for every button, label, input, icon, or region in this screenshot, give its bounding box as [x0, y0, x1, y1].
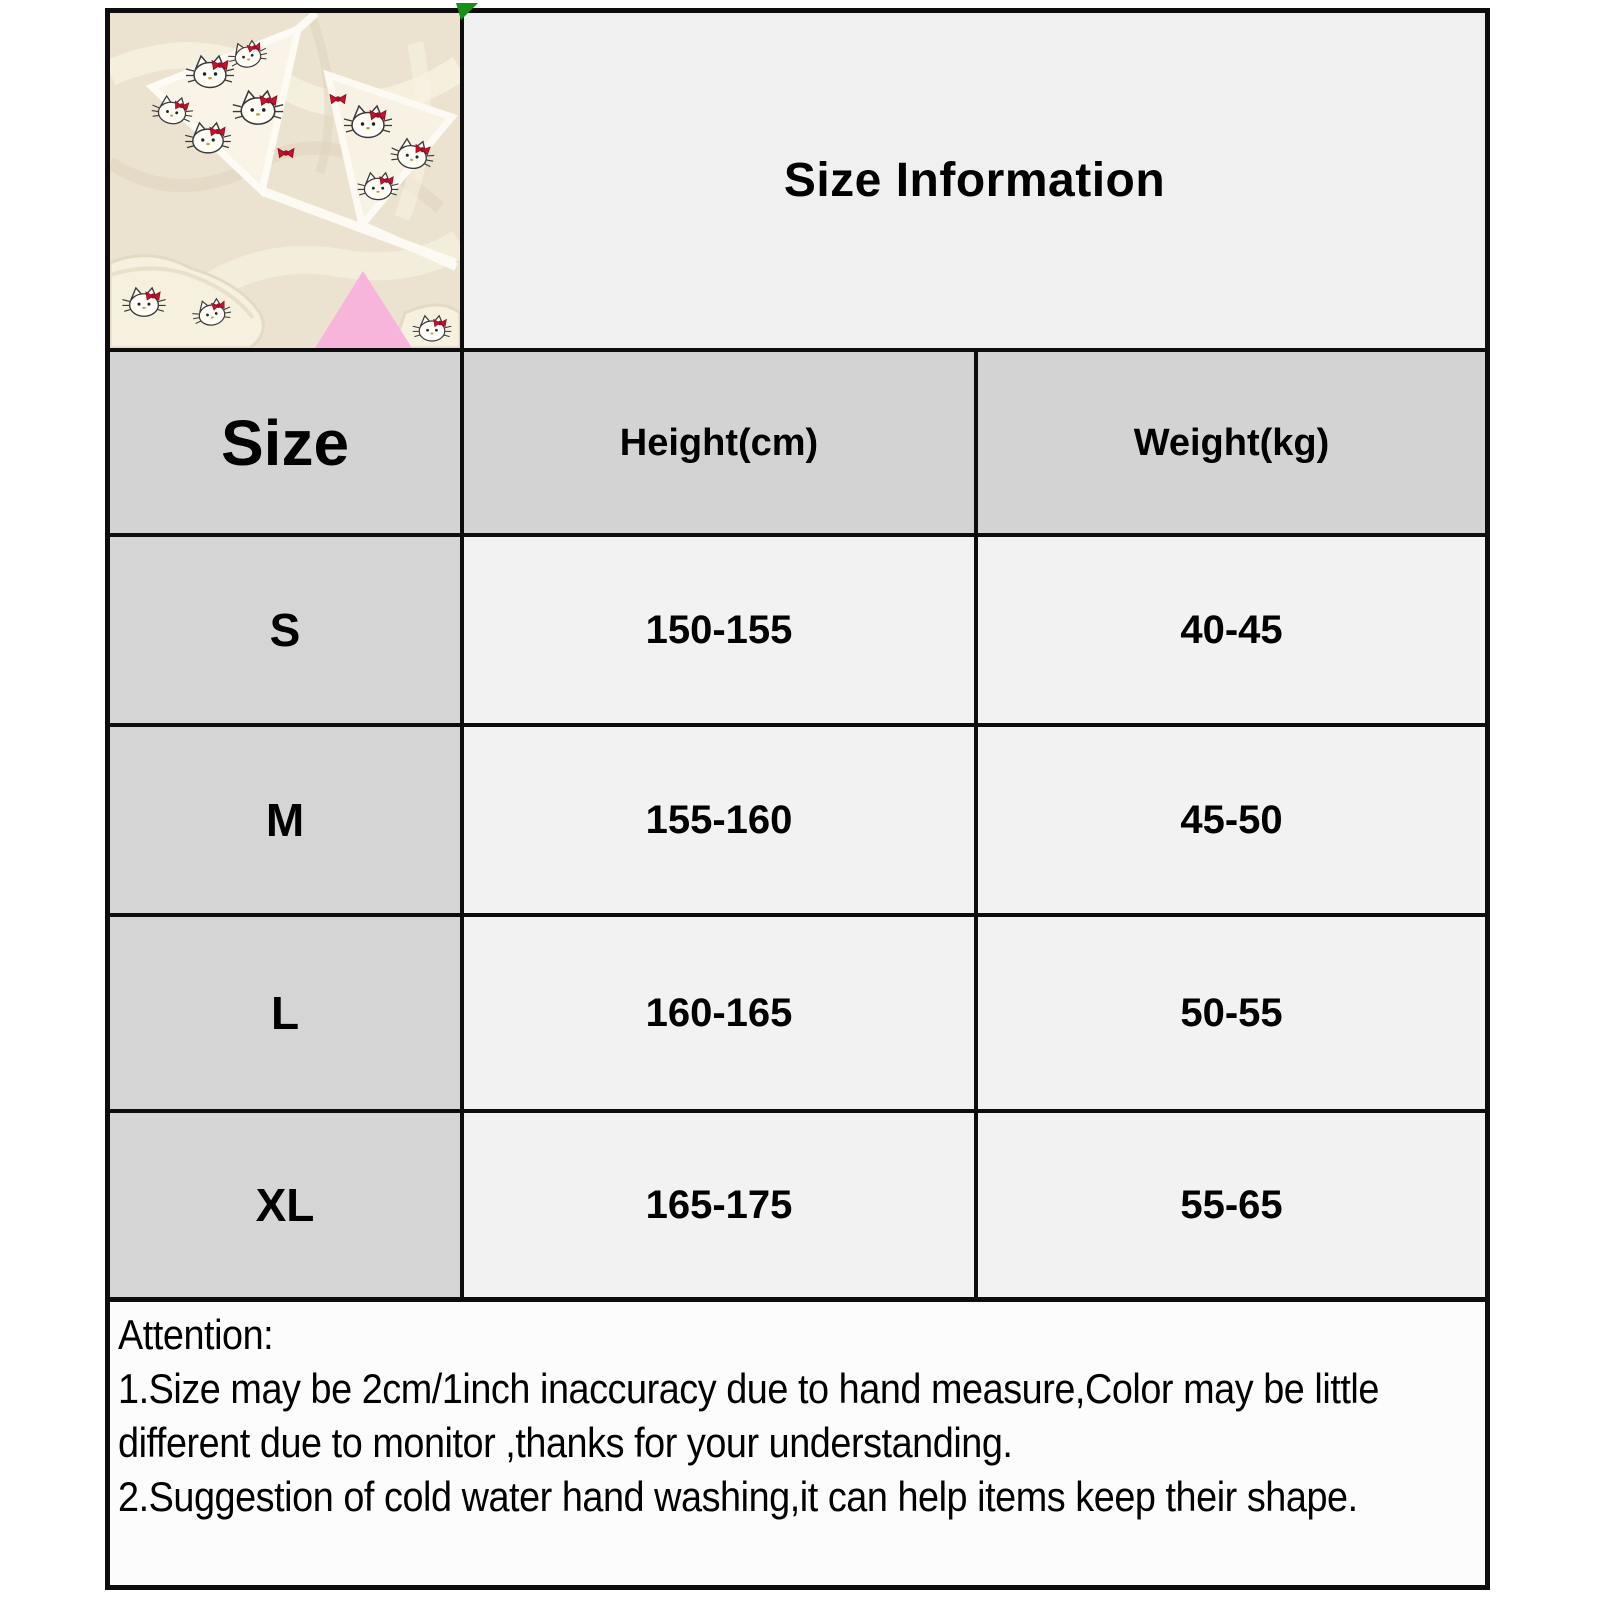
green-corner-marker-icon	[456, 3, 482, 23]
row-l-weight: 50-55	[978, 917, 1485, 1109]
size-table	[105, 8, 1490, 1302]
row-m-weight: 45-50	[978, 727, 1485, 913]
attention-line-1: 1.Size may be 2cm/1inch inaccuracy due to hand measure,Color may be little	[118, 1365, 1379, 1412]
row-xl-height: 165-175	[464, 1113, 974, 1297]
col-header-height: Height(cm)	[464, 352, 974, 533]
row-s-height: 150-155	[464, 537, 974, 723]
row-xl-weight: 55-65	[978, 1113, 1485, 1297]
attention-heading: Attention:	[118, 1311, 274, 1358]
attention-line-2: different due to monitor ,thanks for your understanding.	[118, 1419, 1013, 1466]
row-m-height: 155-160	[464, 727, 974, 913]
row-s-weight: 40-45	[978, 537, 1485, 723]
col-header-size: Size	[110, 352, 460, 533]
row-xl-label: XL	[110, 1113, 460, 1297]
product-photo	[110, 13, 460, 348]
attention-note	[105, 1297, 1490, 1590]
table-title: Size Information	[464, 13, 1485, 348]
row-m-label: M	[110, 727, 460, 913]
col-header-weight: Weight(kg)	[978, 352, 1485, 533]
row-l-label: L	[110, 917, 460, 1109]
row-s-label: S	[110, 537, 460, 723]
hello-kitty-fabric-illustration	[110, 13, 460, 348]
row-l-height: 160-165	[464, 917, 974, 1109]
attention-line-3: 2.Suggestion of cold water hand washing,it can help items keep their shape.	[118, 1473, 1358, 1520]
